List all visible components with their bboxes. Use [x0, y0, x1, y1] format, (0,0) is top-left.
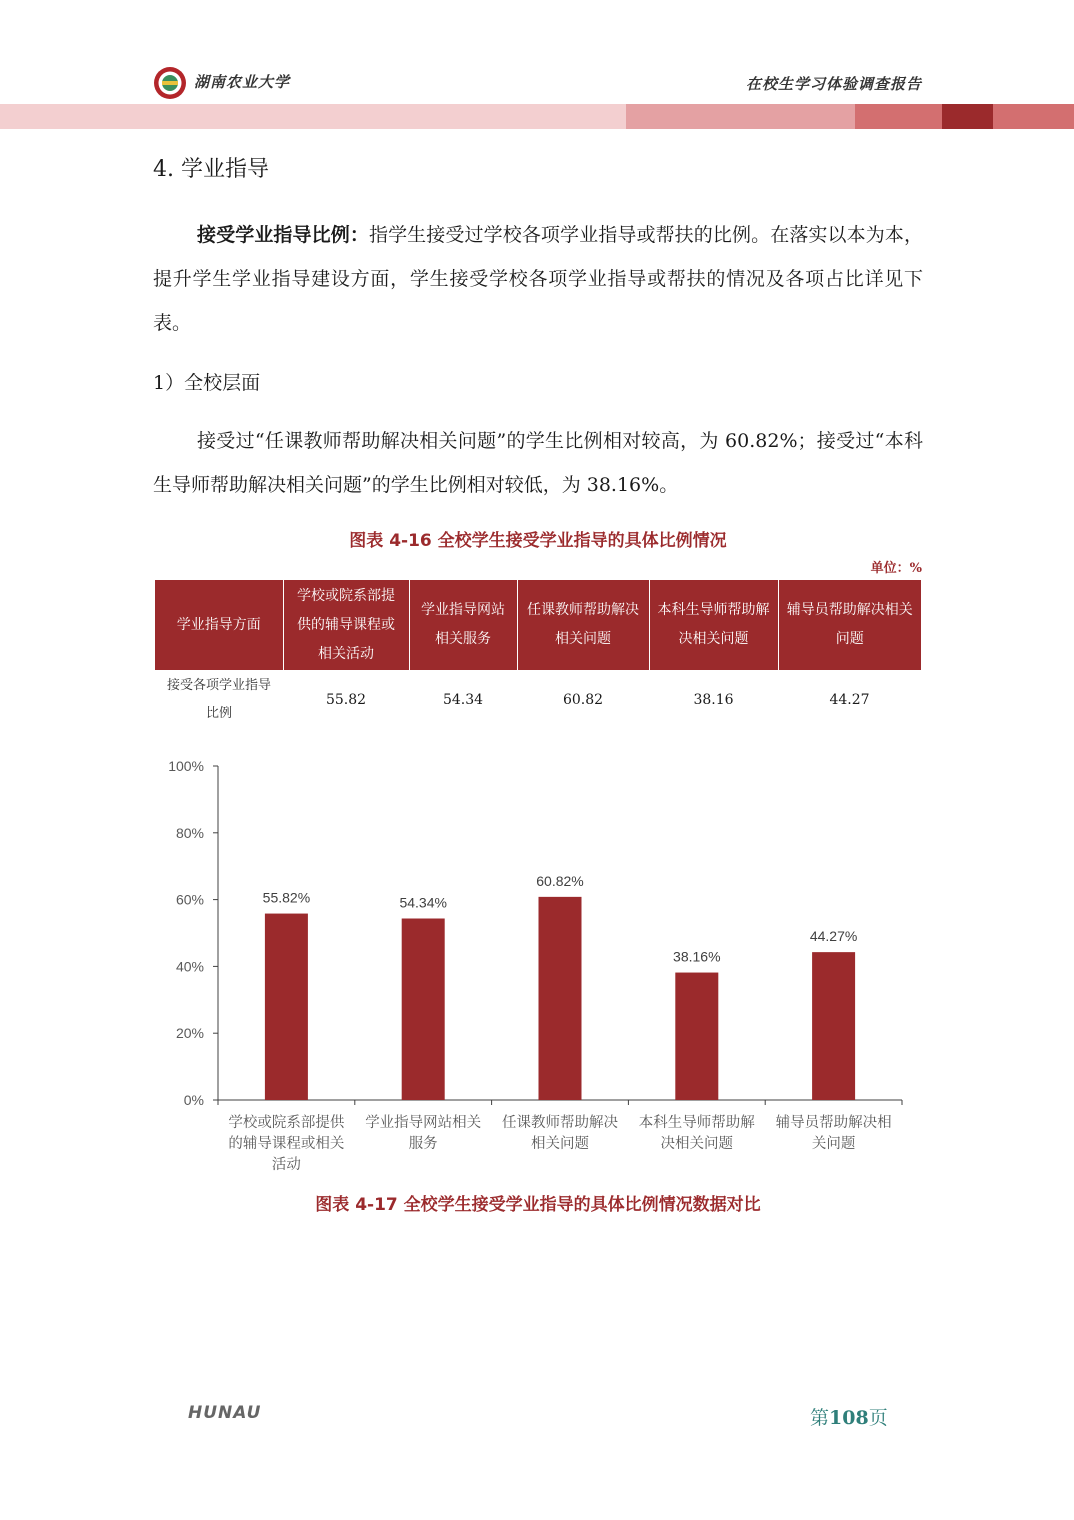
- header-band: [993, 104, 1074, 129]
- x-tick-label: 本科生导师帮助解决相关问题: [638, 1115, 755, 1152]
- page-prefix: 第: [810, 1407, 830, 1429]
- table-header-row: [155, 580, 921, 670]
- bar: [402, 919, 445, 1100]
- y-tick-label: 20%: [175, 1025, 204, 1042]
- table-cell: 38.16: [693, 692, 734, 708]
- table-cell: 54.34: [442, 692, 484, 708]
- table-cell: 55.82: [325, 692, 367, 708]
- summary-paragraph: 接受过“任课教师帮助解决相关问题”的学生比例相对较高，为 60.82%；接受过“本科生导师帮助解决相关问题”的学生比例相对较低，为 38.16%。: [153, 430, 923, 496]
- report-title: 在校生学习体验调查报告: [745, 75, 922, 93]
- y-tick-label: 0%: [183, 1092, 204, 1108]
- bar: [265, 914, 308, 1100]
- y-tick-label: 80%: [175, 824, 204, 841]
- definition-term: 接受学业指导比例：: [197, 224, 369, 246]
- x-tick-label: 辅导员帮助解决相关问题: [775, 1115, 892, 1152]
- table-row: [155, 670, 921, 730]
- x-tick-label: 学业指导网站相关服务: [365, 1115, 482, 1152]
- definition-paragraph: [153, 213, 923, 345]
- table-header-cell: 学业指导方面: [155, 580, 283, 670]
- chart-caption: 图表 4-17 全校学生接受学业指导的具体比例情况数据对比: [315, 1195, 761, 1215]
- table-header-cell: 学校或院系部提供的辅导课程或相关活动: [283, 580, 409, 670]
- y-tick-label: 60%: [175, 891, 204, 908]
- footer-brand: HUNAU: [188, 1403, 262, 1423]
- bar: [539, 897, 582, 1100]
- data-label: 44.27%: [809, 928, 858, 945]
- data-label: 55.82%: [262, 889, 311, 906]
- page-suffix: 页: [868, 1407, 888, 1429]
- table-header-cell: 辅导员帮助解决相关问题: [778, 580, 921, 670]
- x-tick-label: 学校或院系部提供的辅导课程或相关活动: [228, 1115, 345, 1173]
- header-band: [0, 104, 626, 129]
- bar-chart: [150, 745, 930, 1185]
- table-caption: 图表 4-16 全校学生接受学业指导的具体比例情况: [349, 531, 727, 551]
- header-band: [942, 104, 993, 129]
- table-cell: 44.27: [829, 692, 870, 708]
- y-tick-label: 40%: [175, 958, 204, 975]
- bar: [812, 952, 855, 1100]
- bar: [675, 973, 718, 1100]
- data-label: 54.34%: [399, 894, 447, 911]
- page-number-value: 108: [829, 1407, 869, 1429]
- table-row-label: 接受各项学业指导比例: [166, 678, 271, 721]
- unit-label: 单位：%: [870, 561, 922, 576]
- y-tick-label: 100%: [168, 758, 204, 774]
- table-cell: 60.82: [562, 692, 604, 708]
- x-tick-label: 任课教师帮助解决相关问题: [502, 1115, 618, 1152]
- table-header-cell: 本科生导师帮助解决相关问题: [649, 580, 778, 670]
- definition-text: 指学生接受过学校各项学业指导或帮扶的比例。在落实以本为本，提升学生学业指导建设方面，学生接受学校各项学业指导或帮扶的情况及各项占比详见下表。: [153, 224, 923, 334]
- table-header-cell: 任课教师帮助解决相关问题: [517, 580, 649, 670]
- header-band: [626, 104, 855, 129]
- page-number: [810, 1403, 888, 1430]
- header-band: [855, 104, 942, 129]
- university-name: 湖南农业大学: [194, 73, 291, 91]
- university-logo: [153, 66, 187, 100]
- data-table: [155, 580, 921, 730]
- subheading: 1）全校层面: [153, 372, 261, 394]
- section-heading: 4. 学业指导: [153, 157, 269, 182]
- table-header-cell: 学业指导网站相关服务: [409, 580, 517, 670]
- data-label: 38.16%: [673, 948, 721, 965]
- data-label: 60.82%: [536, 872, 584, 889]
